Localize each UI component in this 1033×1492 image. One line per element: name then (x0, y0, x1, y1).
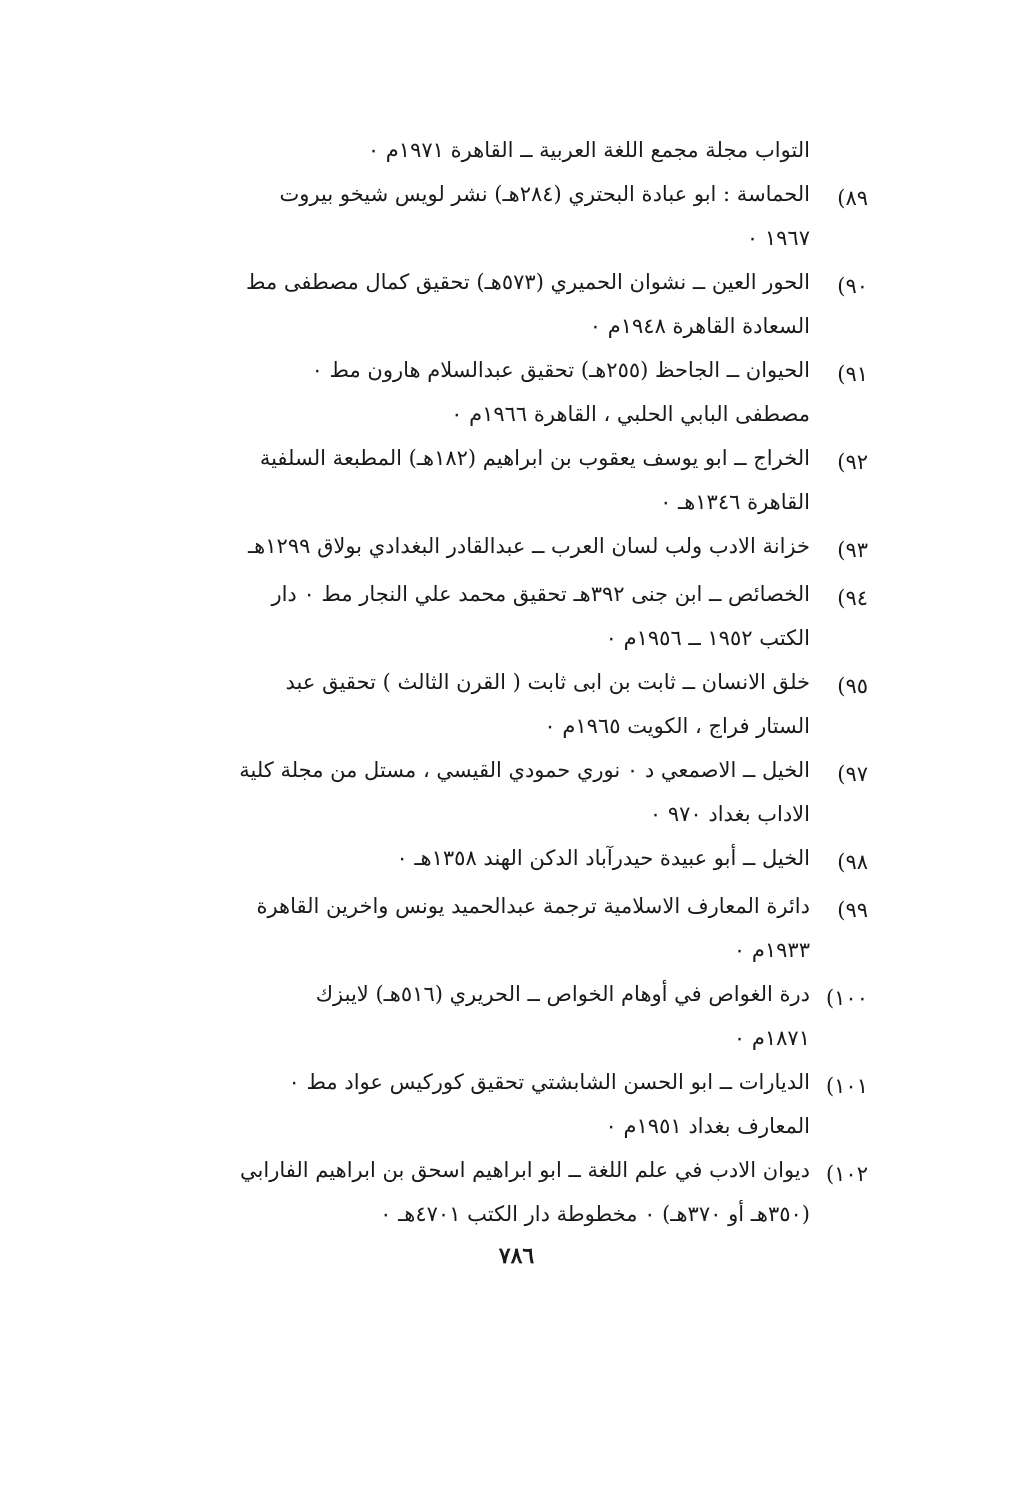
entry-number: ١٠١) (825, 1074, 868, 1098)
entry-line: ١٩٣٣م ٠ (733, 938, 810, 962)
entry-line: الحيوان ــ الجاحظ (٢٥٥هـ) تحقيق عبدالسلام هارون مط ٠ (311, 358, 810, 382)
entry-number: ٩٣) (837, 538, 868, 562)
bibliography-entry (200, 436, 868, 524)
bibliography-entry (200, 660, 868, 748)
entry-number: ٩٠) (837, 274, 868, 298)
entry-line: مصطفى البابي الحلبي ، القاهرة ١٩٦٦م ٠ (451, 402, 810, 426)
entry-text (200, 972, 810, 1060)
entry-line: خزانة الادب ولب لسان العرب ــ عبدالقادر البغدادي بولاق ١٢٩٩هـ (248, 534, 810, 558)
page-number: ٧٨٦ (498, 1243, 535, 1269)
entry-line: ١٨٧١م ٠ (733, 1026, 810, 1050)
entry-line: الديارات ــ ابو الحسن الشابشتي تحقيق كوركيس عواد مط ٠ (288, 1070, 810, 1094)
bibliography-entry (200, 1060, 868, 1148)
bibliography-entry (200, 972, 868, 1060)
entry-text (200, 524, 810, 568)
entry-text (200, 884, 810, 972)
entry-line: المعارف بغداد ١٩٥١م ٠ (605, 1114, 810, 1138)
bibliography-entry (200, 172, 868, 260)
entry-line: التواب مجلة مجمع اللغة العربية ــ القاهرة ١٩٧١م ٠ (367, 138, 810, 162)
entry-line: الخيل ــ الاصمعي د ٠ نوري حمودي القيسي ، مستل من مجلة كلية (239, 758, 810, 782)
entry-line: الاداب بغداد ٩٧٠ ٠ (649, 802, 810, 826)
entry-number: ٩٥) (837, 674, 868, 698)
bibliography-entry (200, 524, 868, 572)
entry-line: خلق الانسان ــ ثابت بن ابى ثابت ( القرن الثالث ) تحقيق عبد (285, 670, 810, 694)
entry-line: الكتب ١٩٥٢ ــ ١٩٥٦م ٠ (605, 626, 810, 650)
bibliography-entry (200, 128, 868, 172)
entry-text (200, 748, 810, 836)
entry-line: الحماسة : ابو عبادة البحتري (٢٨٤هـ) نشر لويس شيخو بيروت (279, 182, 810, 206)
bibliography-entry (200, 572, 868, 660)
entry-number: ٩٤) (837, 586, 868, 610)
bibliography-entry (200, 1148, 868, 1236)
bibliography-entry (200, 260, 868, 348)
entry-line: ١٩٦٧ ٠ (746, 226, 810, 250)
entry-line: الخيل ــ أبو عبيدة حيدرآباد الدكن الهند ١٣٥٨هـ ٠ (396, 846, 810, 870)
bibliography-entry (200, 748, 868, 836)
entry-text (200, 348, 810, 436)
entry-line: درة الغواص في أوهام الخواص ــ الحريري (٥١٦هـ) لايبزك (315, 982, 810, 1006)
entry-line: السعادة القاهرة ١٩٤٨م ٠ (589, 314, 810, 338)
entry-number: ٨٩) (837, 186, 868, 210)
entry-text (200, 260, 810, 348)
entry-line: الخراج ــ ابو يوسف يعقوب بن ابراهيم (١٨٢هـ) المطبعة السلفية (259, 446, 810, 470)
bibliography-entry (200, 836, 868, 884)
entry-text (200, 172, 810, 260)
bibliography-entry (200, 348, 868, 436)
entry-text (200, 128, 868, 172)
entry-number: ١٠٠) (825, 986, 868, 1010)
entry-number: ٩٨) (837, 850, 868, 874)
bibliography-list (200, 128, 868, 1236)
entry-line: ديوان الادب في علم اللغة ــ ابو ابراهيم اسحق بن ابراهيم الفارابي (240, 1158, 810, 1182)
entry-line: (٣٥٠هـ أو ٣٧٠هـ) ٠ مخطوطة دار الكتب ٤٧٠١هـ ٠ (380, 1202, 810, 1226)
entry-line: الحور العين ــ نشوان الحميري (٥٧٣هـ) تحقيق كمال مصطفى مط (246, 270, 810, 294)
entry-text (200, 1148, 810, 1236)
entry-line: الستار فراج ، الكويت ١٩٦٥م ٠ (544, 714, 810, 738)
entry-number: ١٠٢) (825, 1162, 868, 1186)
entry-number: ٩٩) (837, 898, 868, 922)
entry-line: دائرة المعارف الاسلامية ترجمة عبدالحميد يونس واخرين القاهرة (256, 894, 810, 918)
bibliography-entry (200, 884, 868, 972)
entry-number: ٩١) (837, 362, 868, 386)
entry-text (200, 1060, 810, 1148)
entry-text (200, 836, 810, 880)
entry-text (200, 436, 810, 524)
entry-number: ٩٢) (837, 450, 868, 474)
entry-text (200, 660, 810, 748)
entry-line: القاهرة ١٣٤٦هـ ٠ (660, 490, 810, 514)
entry-number: ٩٧) (837, 762, 868, 786)
entry-text (200, 572, 810, 660)
entry-line: الخصائص ــ ابن جنى ٣٩٢هـ تحقيق محمد علي النجار مط ٠ دار (271, 582, 810, 606)
